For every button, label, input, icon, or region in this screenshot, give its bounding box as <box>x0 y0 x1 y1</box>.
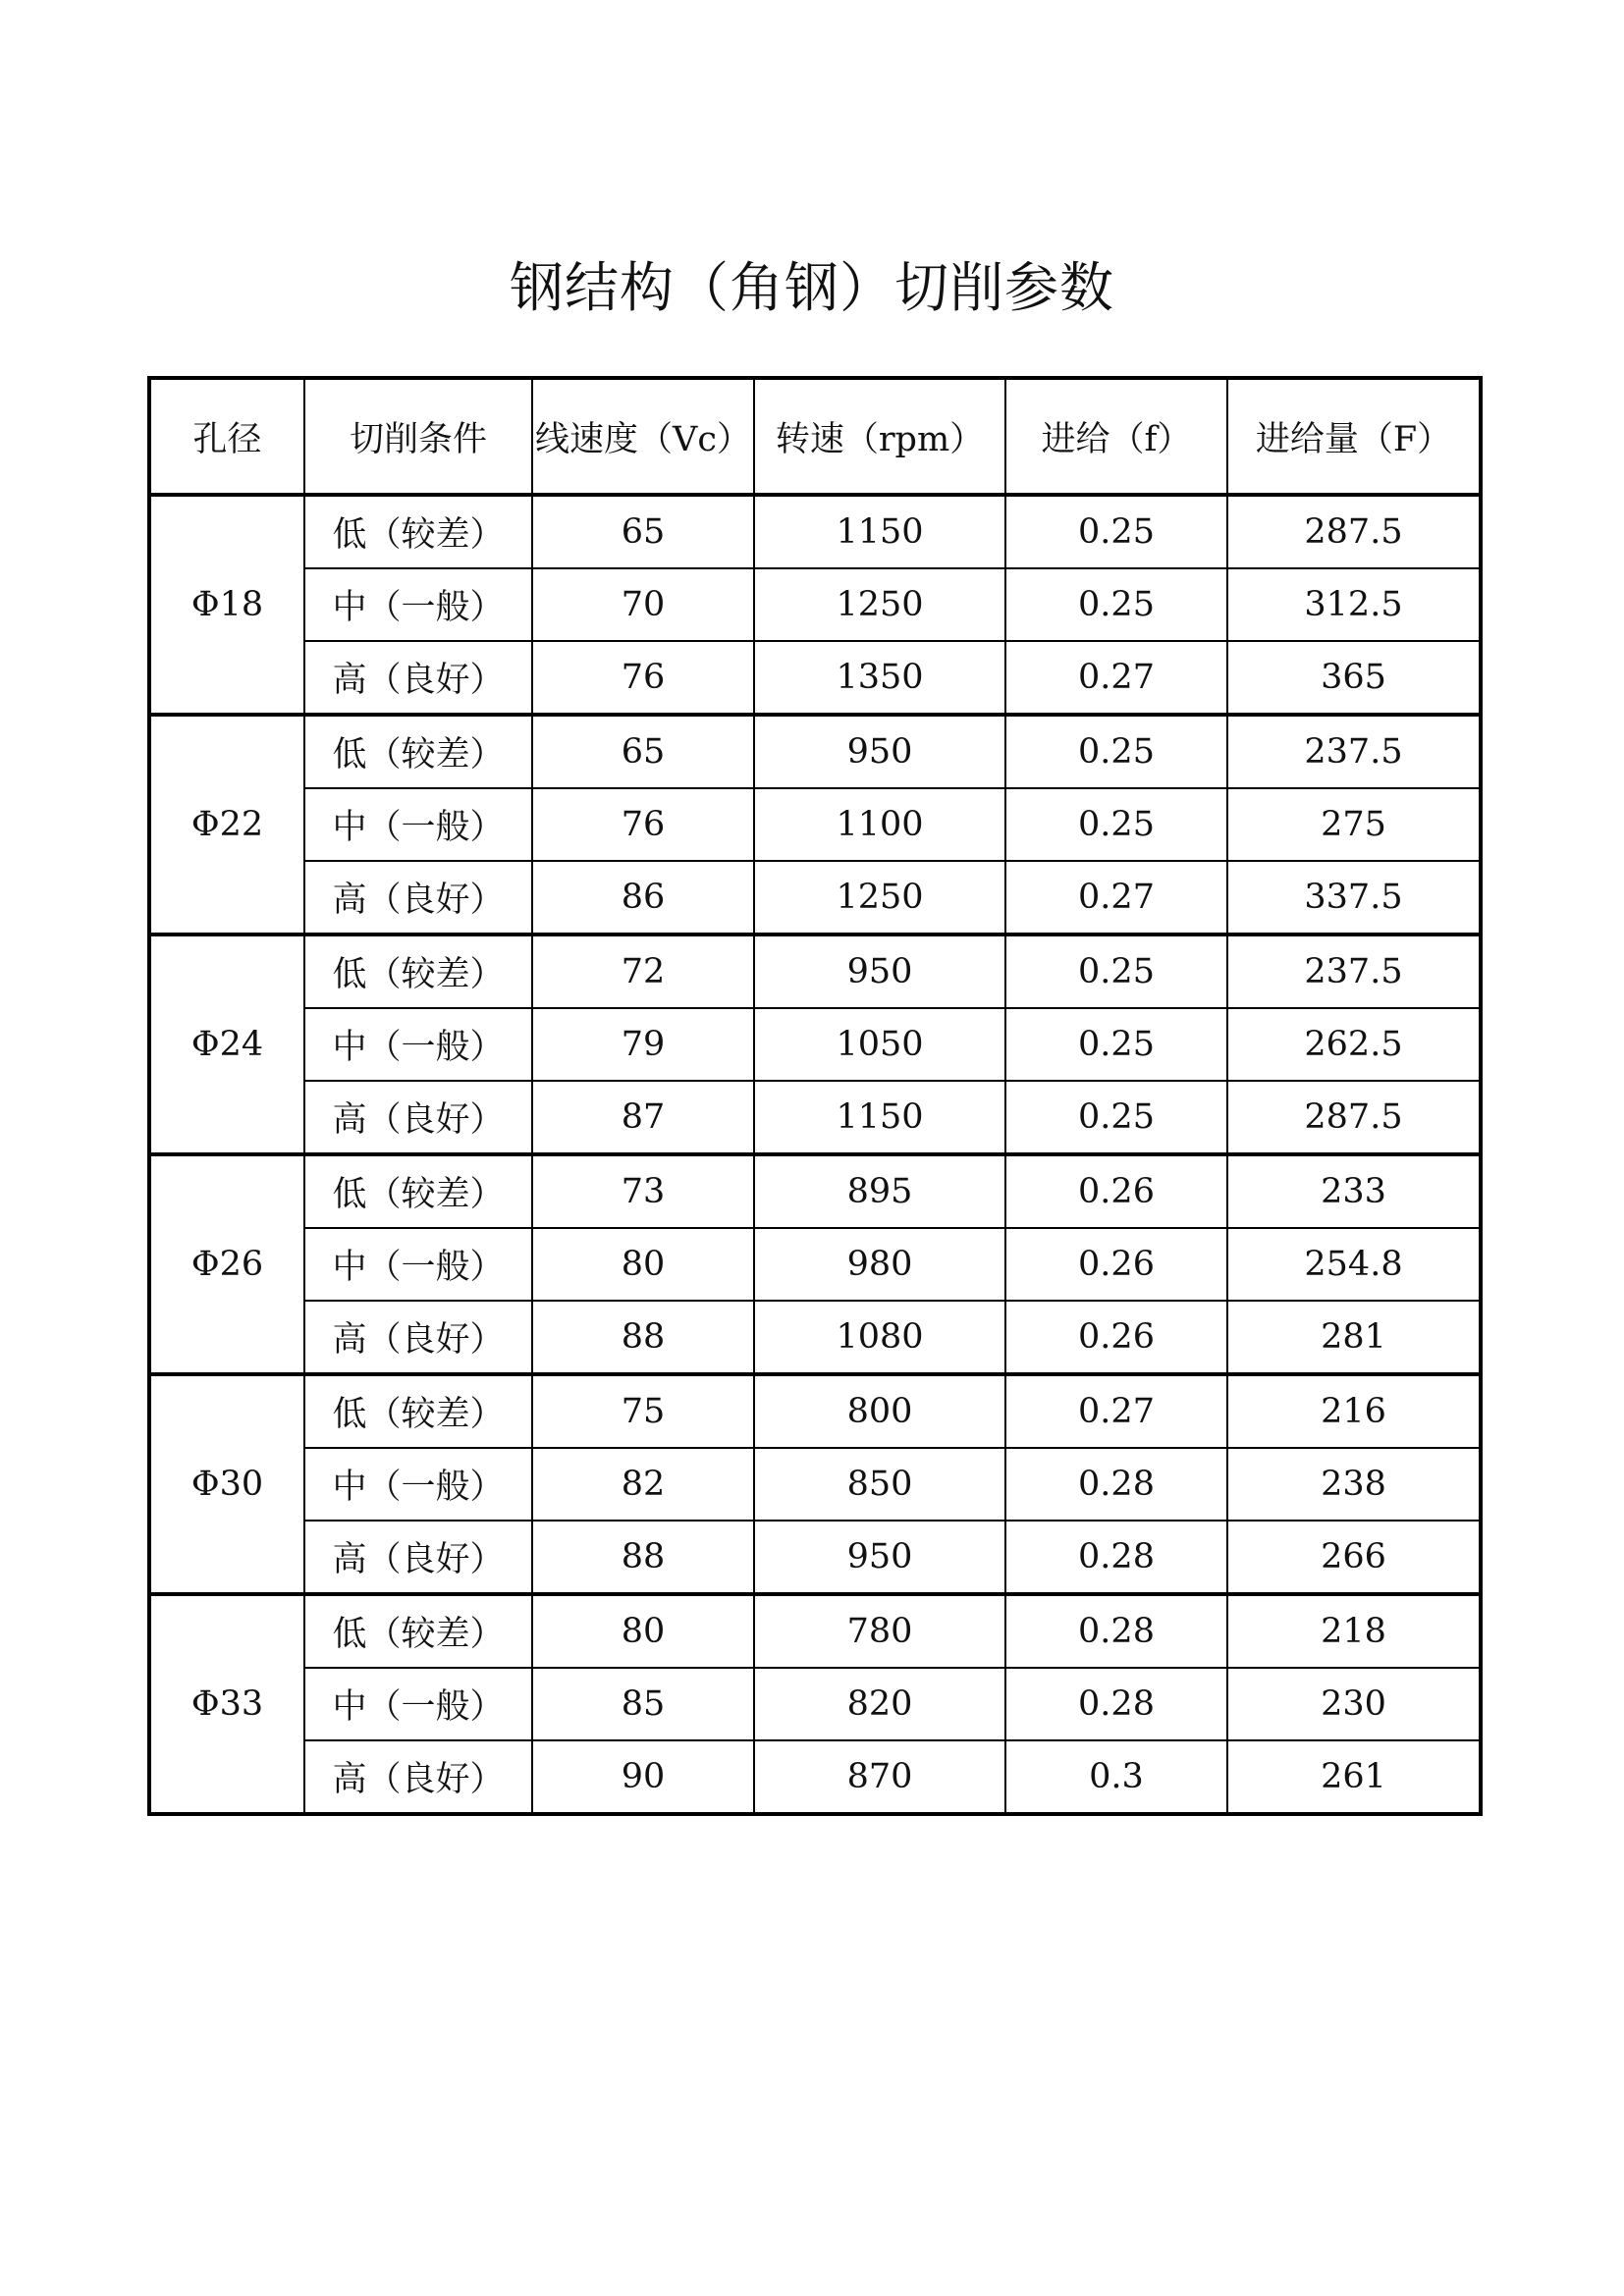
condition-cell: 低（较差） <box>304 715 532 788</box>
spindle-speed-cell: 780 <box>754 1594 1005 1668</box>
condition-cell: 低（较差） <box>304 934 532 1008</box>
hole-diameter-cell: Φ18 <box>149 495 304 715</box>
feed-cell: 0.25 <box>1005 788 1227 861</box>
feed-rate-cell: 238 <box>1227 1448 1481 1521</box>
header-cutting-condition: 切削条件 <box>304 378 532 495</box>
table-row <box>149 934 1481 1008</box>
table-row <box>149 1228 1481 1301</box>
condition-cell: 中（一般） <box>304 1668 532 1740</box>
table-row <box>149 641 1481 715</box>
table-row <box>149 788 1481 861</box>
cutting-speed-cell: 88 <box>532 1521 754 1594</box>
spindle-speed-cell: 1250 <box>754 568 1005 641</box>
feed-rate-cell: 266 <box>1227 1521 1481 1594</box>
table-row <box>149 861 1481 934</box>
table-row <box>149 1374 1481 1448</box>
spindle-speed-cell: 1100 <box>754 788 1005 861</box>
feed-rate-cell: 216 <box>1227 1374 1481 1448</box>
table-row <box>149 715 1481 788</box>
cutting-speed-cell: 88 <box>532 1301 754 1374</box>
feed-cell: 0.26 <box>1005 1228 1227 1301</box>
feed-cell: 0.28 <box>1005 1521 1227 1594</box>
table-header-row <box>149 378 1481 495</box>
table-row <box>149 1594 1481 1668</box>
table-row <box>149 1740 1481 1814</box>
condition-cell: 中（一般） <box>304 568 532 641</box>
table-row <box>149 1081 1481 1154</box>
spindle-speed-cell: 1080 <box>754 1301 1005 1374</box>
cutting-speed-cell: 82 <box>532 1448 754 1521</box>
hole-diameter-cell: Φ30 <box>149 1374 304 1594</box>
spindle-speed-cell: 1050 <box>754 1008 1005 1081</box>
condition-cell: 高（良好） <box>304 1081 532 1154</box>
feed-cell: 0.27 <box>1005 641 1227 715</box>
feed-cell: 0.27 <box>1005 861 1227 934</box>
cutting-speed-cell: 75 <box>532 1374 754 1448</box>
cutting-speed-cell: 65 <box>532 495 754 568</box>
spindle-speed-cell: 950 <box>754 715 1005 788</box>
spindle-speed-cell: 950 <box>754 934 1005 1008</box>
feed-rate-cell: 365 <box>1227 641 1481 715</box>
cutting-speed-cell: 70 <box>532 568 754 641</box>
header-feed-rate: 进给量（F） <box>1227 378 1481 495</box>
header-feed: 进给（f） <box>1005 378 1227 495</box>
cutting-speed-cell: 65 <box>532 715 754 788</box>
table-row <box>149 1448 1481 1521</box>
feed-cell: 0.26 <box>1005 1154 1227 1228</box>
header-cutting-speed: 线速度（Vc） <box>532 378 754 495</box>
table-row <box>149 568 1481 641</box>
condition-cell: 低（较差） <box>304 1154 532 1228</box>
feed-rate-cell: 254.8 <box>1227 1228 1481 1301</box>
feed-cell: 0.25 <box>1005 1008 1227 1081</box>
feed-cell: 0.28 <box>1005 1448 1227 1521</box>
hole-diameter-cell: Φ33 <box>149 1594 304 1814</box>
cutting-speed-cell: 90 <box>532 1740 754 1814</box>
spindle-speed-cell: 870 <box>754 1740 1005 1814</box>
spindle-speed-cell: 800 <box>754 1374 1005 1448</box>
header-spindle-speed: 转速（rpm） <box>754 378 1005 495</box>
feed-cell: 0.25 <box>1005 1081 1227 1154</box>
cutting-speed-cell: 80 <box>532 1594 754 1668</box>
feed-rate-cell: 337.5 <box>1227 861 1481 934</box>
cutting-speed-cell: 73 <box>532 1154 754 1228</box>
cutting-speed-cell: 76 <box>532 641 754 715</box>
table-row <box>149 495 1481 568</box>
table-row <box>149 1008 1481 1081</box>
cutting-speed-cell: 79 <box>532 1008 754 1081</box>
feed-cell: 0.25 <box>1005 934 1227 1008</box>
feed-rate-cell: 287.5 <box>1227 495 1481 568</box>
page-title: 钢结构（角钢）切削参数 <box>509 256 1114 319</box>
feed-rate-cell: 230 <box>1227 1668 1481 1740</box>
feed-rate-cell: 233 <box>1227 1154 1481 1228</box>
feed-rate-cell: 287.5 <box>1227 1081 1481 1154</box>
feed-cell: 0.26 <box>1005 1301 1227 1374</box>
feed-rate-cell: 218 <box>1227 1594 1481 1668</box>
hole-diameter-cell: Φ26 <box>149 1154 304 1374</box>
cutting-parameters-table <box>147 376 1483 1816</box>
condition-cell: 高（良好） <box>304 641 532 715</box>
spindle-speed-cell: 1350 <box>754 641 1005 715</box>
feed-rate-cell: 261 <box>1227 1740 1481 1814</box>
spindle-speed-cell: 950 <box>754 1521 1005 1594</box>
spindle-speed-cell: 1150 <box>754 1081 1005 1154</box>
table-body <box>149 495 1481 1814</box>
spindle-speed-cell: 980 <box>754 1228 1005 1301</box>
spindle-speed-cell: 1250 <box>754 861 1005 934</box>
feed-rate-cell: 237.5 <box>1227 934 1481 1008</box>
condition-cell: 中（一般） <box>304 1008 532 1081</box>
feed-rate-cell: 312.5 <box>1227 568 1481 641</box>
feed-cell: 0.28 <box>1005 1668 1227 1740</box>
table-row <box>149 1668 1481 1740</box>
cutting-speed-cell: 80 <box>532 1228 754 1301</box>
feed-cell: 0.25 <box>1005 568 1227 641</box>
feed-rate-cell: 237.5 <box>1227 715 1481 788</box>
feed-cell: 0.25 <box>1005 715 1227 788</box>
cutting-speed-cell: 86 <box>532 861 754 934</box>
feed-rate-cell: 262.5 <box>1227 1008 1481 1081</box>
feed-cell: 0.25 <box>1005 495 1227 568</box>
spindle-speed-cell: 1150 <box>754 495 1005 568</box>
condition-cell: 高（良好） <box>304 861 532 934</box>
feed-rate-cell: 281 <box>1227 1301 1481 1374</box>
cutting-speed-cell: 76 <box>532 788 754 861</box>
condition-cell: 高（良好） <box>304 1521 532 1594</box>
cutting-speed-cell: 72 <box>532 934 754 1008</box>
feed-cell: 0.27 <box>1005 1374 1227 1448</box>
condition-cell: 中（一般） <box>304 788 532 861</box>
header-hole-diameter: 孔径 <box>149 378 304 495</box>
table-row <box>149 1301 1481 1374</box>
hole-diameter-cell: Φ24 <box>149 934 304 1154</box>
feed-cell: 0.3 <box>1005 1740 1227 1814</box>
condition-cell: 低（较差） <box>304 495 532 568</box>
spindle-speed-cell: 850 <box>754 1448 1005 1521</box>
spindle-speed-cell: 820 <box>754 1668 1005 1740</box>
table-row <box>149 1521 1481 1594</box>
spindle-speed-cell: 895 <box>754 1154 1005 1228</box>
condition-cell: 高（良好） <box>304 1740 532 1814</box>
condition-cell: 中（一般） <box>304 1228 532 1301</box>
condition-cell: 中（一般） <box>304 1448 532 1521</box>
condition-cell: 低（较差） <box>304 1594 532 1668</box>
cutting-speed-cell: 85 <box>532 1668 754 1740</box>
hole-diameter-cell: Φ22 <box>149 715 304 934</box>
table-row <box>149 1154 1481 1228</box>
condition-cell: 低（较差） <box>304 1374 532 1448</box>
feed-cell: 0.28 <box>1005 1594 1227 1668</box>
feed-rate-cell: 275 <box>1227 788 1481 861</box>
cutting-speed-cell: 87 <box>532 1081 754 1154</box>
condition-cell: 高（良好） <box>304 1301 532 1374</box>
